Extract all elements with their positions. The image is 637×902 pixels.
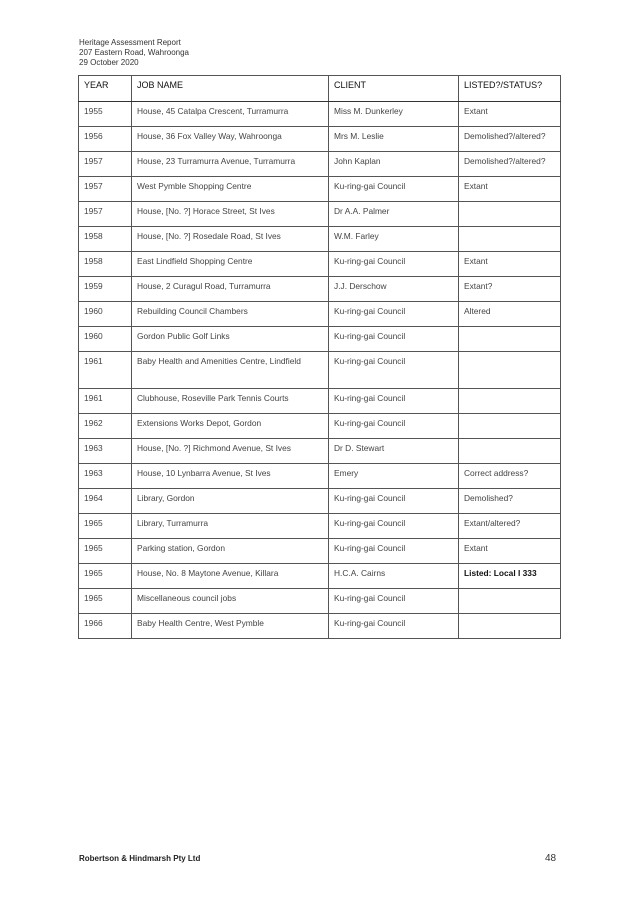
footer-company: Robertson & Hindmarsh Pty Ltd [79,854,201,863]
table-row [79,177,561,202]
cell-status [459,614,561,639]
cell-job: Baby Health Centre, West Pymble [132,614,329,639]
table-row [79,352,561,389]
cell-job: Gordon Public Golf Links [132,327,329,352]
cell-status [459,327,561,352]
cell-job: House, 23 Turramurra Avenue, Turramurra [132,152,329,177]
cell-year: 1965 [79,564,132,589]
cell-year: 1959 [79,277,132,302]
header-status: LISTED?/STATUS? [459,76,561,102]
cell-year: 1965 [79,589,132,614]
table-row [79,227,561,252]
cell-client: Ku-ring-gai Council [329,302,459,327]
table-row [79,202,561,227]
cell-status [459,389,561,414]
cell-job: East Lindfield Shopping Centre [132,252,329,277]
cell-year: 1962 [79,414,132,439]
cell-client: Ku-ring-gai Council [329,589,459,614]
cell-year: 1960 [79,302,132,327]
cell-client: J.J. Derschow [329,277,459,302]
cell-client: Ku-ring-gai Council [329,252,459,277]
cell-year: 1964 [79,489,132,514]
table-row [79,389,561,414]
cell-job: West Pymble Shopping Centre [132,177,329,202]
header-client: CLIENT [329,76,459,102]
cell-job: Miscellaneous council jobs [132,589,329,614]
table-header-row [79,76,561,102]
table-row [79,439,561,464]
cell-client: Ku-ring-gai Council [329,614,459,639]
table-row [79,564,561,589]
page-number: 48 [545,853,557,864]
table-row [79,277,561,302]
cell-year: 1961 [79,389,132,414]
cell-year: 1958 [79,252,132,277]
cell-status: Extant/altered? [459,514,561,539]
cell-client: Ku-ring-gai Council [329,327,459,352]
header-job-name: JOB NAME [132,76,329,102]
cell-job: House, [No. ?] Rosedale Road, St Ives [132,227,329,252]
cell-job: Parking station, Gordon [132,539,329,564]
cell-status: Extant [459,539,561,564]
cell-status: Extant [459,252,561,277]
cell-status: Demolished? [459,489,561,514]
cell-status [459,414,561,439]
cell-year: 1957 [79,152,132,177]
cell-year: 1960 [79,327,132,352]
cell-status: Extant [459,177,561,202]
table-row [79,414,561,439]
cell-year: 1961 [79,352,132,389]
site-address: 207 Eastern Road, Wahroonga [79,48,189,57]
cell-year: 1965 [79,539,132,564]
cell-year: 1963 [79,464,132,489]
table-row [79,152,561,177]
cell-year: 1966 [79,614,132,639]
cell-job: Library, Gordon [132,489,329,514]
cell-client: Miss M. Dunkerley [329,102,459,127]
cell-client: Ku-ring-gai Council [329,539,459,564]
cell-status: Altered [459,302,561,327]
cell-status: Demolished?/altered? [459,152,561,177]
cell-year: 1955 [79,102,132,127]
cell-job: House, No. 8 Maytone Avenue, Killara [132,564,329,589]
table-row [79,252,561,277]
cell-job: House, [No. ?] Horace Street, St Ives [132,202,329,227]
cell-client: Ku-ring-gai Council [329,389,459,414]
cell-status-listed: Listed: Local I 333 [459,564,561,589]
cell-job: House, 10 Lynbarra Avenue, St Ives [132,464,329,489]
cell-client: Dr A.A. Palmer [329,202,459,227]
table-row [79,464,561,489]
cell-status: Extant? [459,277,561,302]
cell-job: Rebuilding Council Chambers [132,302,329,327]
table-row [79,539,561,564]
cell-status [459,439,561,464]
table-row [79,514,561,539]
cell-client: H.C.A. Cairns [329,564,459,589]
table-row [79,302,561,327]
cell-job: House, [No. ?] Richmond Avenue, St Ives [132,439,329,464]
table-row [79,589,561,614]
cell-job: Clubhouse, Roseville Park Tennis Courts [132,389,329,414]
cell-client: Ku-ring-gai Council [329,414,459,439]
cell-client: John Kaplan [329,152,459,177]
cell-year: 1957 [79,177,132,202]
cell-client: Dr D. Stewart [329,439,459,464]
table-row [79,327,561,352]
cell-year: 1956 [79,127,132,152]
cell-status [459,202,561,227]
cell-client: Mrs M. Leslie [329,127,459,152]
cell-job: Baby Health and Amenities Centre, Lindfield [132,352,329,389]
report-title: Heritage Assessment Report [79,38,181,47]
cell-job: House, 45 Catalpa Crescent, Turramurra [132,102,329,127]
cell-client: W.M. Farley [329,227,459,252]
table-row [79,127,561,152]
table-row [79,614,561,639]
cell-client: Ku-ring-gai Council [329,352,459,389]
cell-client: Ku-ring-gai Council [329,489,459,514]
document-header [79,38,189,68]
cell-status [459,352,561,389]
table-row [79,489,561,514]
report-date: 29 October 2020 [79,58,139,67]
cell-client: Ku-ring-gai Council [329,514,459,539]
cell-status: Correct address? [459,464,561,489]
job-list-table [78,75,561,639]
cell-year: 1958 [79,227,132,252]
cell-job: House, 2 Curagul Road, Turramurra [132,277,329,302]
cell-job: Extensions Works Depot, Gordon [132,414,329,439]
cell-status [459,589,561,614]
cell-status [459,227,561,252]
cell-job: House, 36 Fox Valley Way, Wahroonga [132,127,329,152]
cell-client: Emery [329,464,459,489]
table-row [79,102,561,127]
cell-year: 1965 [79,514,132,539]
cell-client: Ku-ring-gai Council [329,177,459,202]
header-year: YEAR [79,76,132,102]
cell-status: Extant [459,102,561,127]
cell-year: 1963 [79,439,132,464]
cell-job: Library, Turramurra [132,514,329,539]
cell-status: Demolished?/altered? [459,127,561,152]
cell-year: 1957 [79,202,132,227]
